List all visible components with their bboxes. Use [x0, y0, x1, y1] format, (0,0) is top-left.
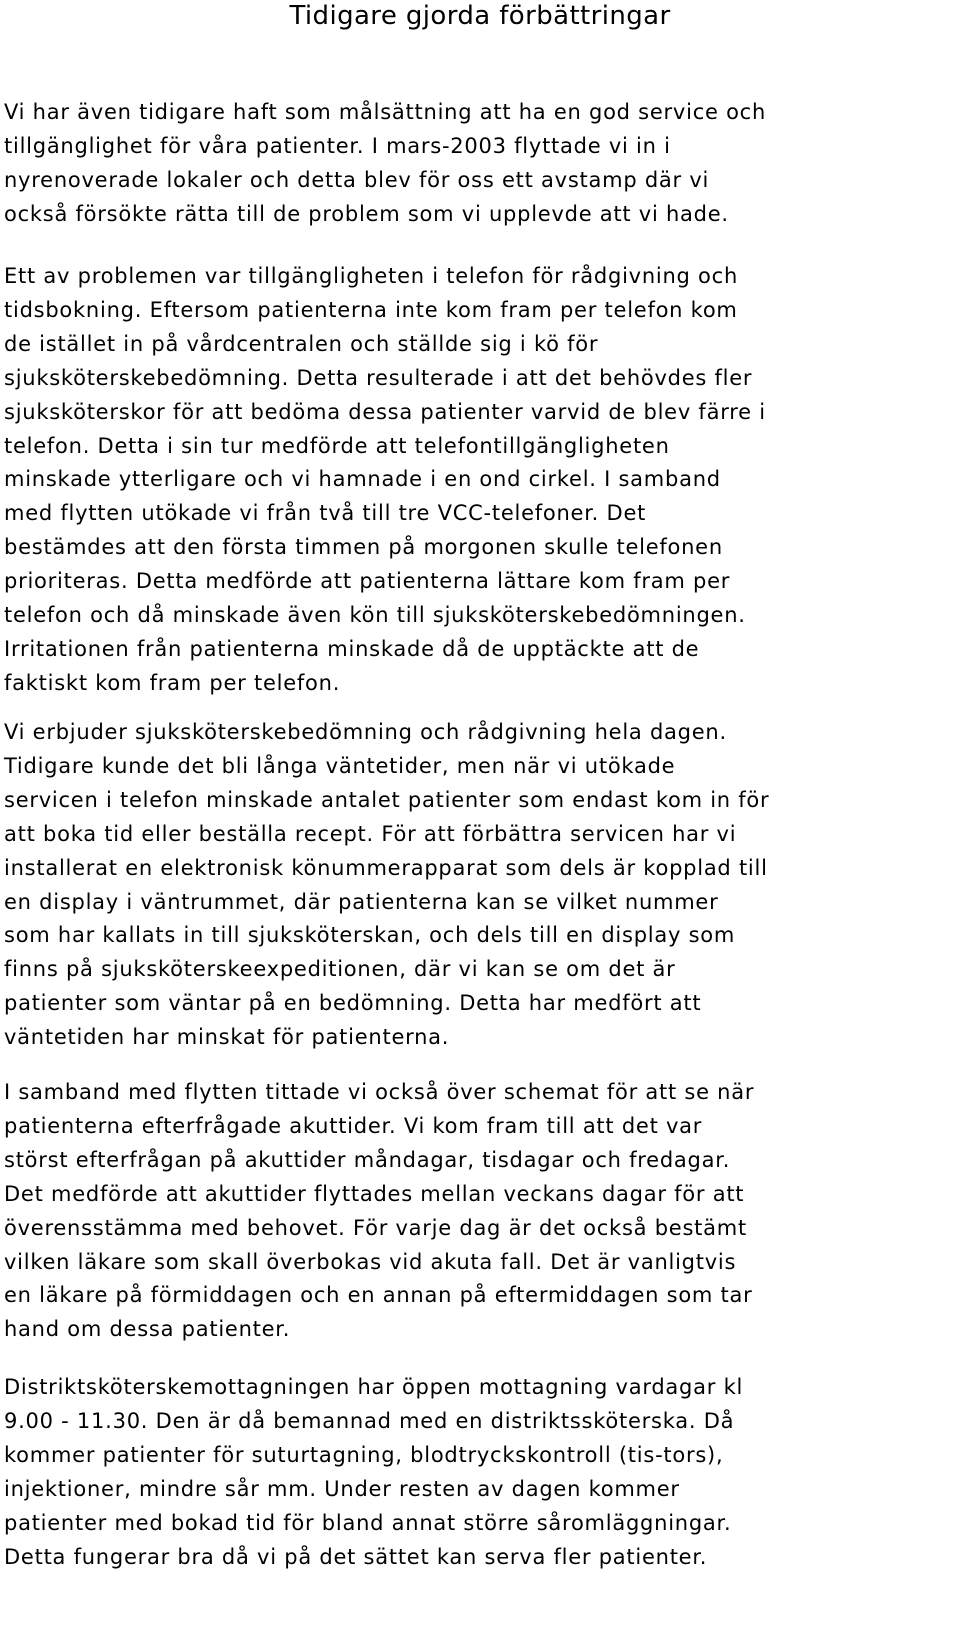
paragraph-service-goal — [4, 96, 960, 232]
text-line: telefon. Detta i sin tur medförde att telefontillgängligheten — [4, 433, 670, 458]
text-line: nyrenoverade lokaler och detta blev för oss ett avstamp där vi — [4, 167, 710, 192]
text-line: störst efterfrågan på akuttider måndagar, tisdagar och fredagar. — [4, 1147, 731, 1172]
text-line: finns på sjuksköterskeexpeditionen, där vi kan se om det är — [4, 957, 676, 982]
text-line: bestämdes att den första timmen på morgonen skulle telefonen — [4, 535, 723, 560]
text-line: patienter som väntar på en bedömning. Detta har medfört att — [4, 991, 702, 1016]
text-line: prioriteras. Detta medförde att patienterna lättare kom fram per — [4, 569, 731, 594]
text-line: kommer patienter för suturtagning, blodtryckskontroll (tis-tors), — [4, 1442, 724, 1467]
text-line: Vi erbjuder sjuksköterskebedömning och rådgivning hela dagen. — [4, 720, 727, 744]
text-line: sjuksköterskebedömning. Detta resulterade i att det behövdes fler — [4, 365, 753, 390]
text-line: de istället in på vårdcentralen och ställde sig i kö för — [4, 331, 599, 356]
text-line: servicen i telefon minskade antalet patienter som endast kom in för — [4, 787, 770, 812]
text-line: en display i väntrummet, där patienterna kan se vilket nummer — [4, 889, 719, 914]
text-line: att boka tid eller beställa recept. För att förbättra servicen har vi — [4, 821, 737, 846]
text-line: Tidigare kunde det bli långa väntetider, men när vi utökade — [4, 753, 676, 778]
text-line: minskade ytterligare och vi hamnade i en ond cirkel. I samband — [4, 467, 721, 492]
text-line: Vi har även tidigare haft som målsättning att ha en god service och — [4, 100, 767, 124]
text-line: Distriktsköterskemottagningen har öppen mottagning vardagar kl — [4, 1375, 744, 1399]
text-line: en läkare på förmiddagen och en annan på eftermiddagen som tar — [4, 1283, 753, 1308]
text-line: injektioner, mindre sår mm. Under resten av dagen kommer — [4, 1476, 680, 1501]
paragraph-urgent-appointments — [4, 1076, 960, 1347]
text-line: installerat en elektronisk könummerapparat som dels är kopplad till — [4, 855, 768, 880]
text-line: patienterna efterfrågade akuttider. Vi kom fram till att det var — [4, 1113, 703, 1138]
text-line: vilken läkare som skall överbokas vid akuta fall. Det är vanligtvis — [4, 1249, 737, 1274]
text-line: hand om dessa patienter. — [4, 1317, 291, 1342]
page-title: Tidigare gjorda förbättringar — [289, 1, 671, 31]
text-line: tillgänglighet för våra patienter. I mars-2003 flyttade vi in i — [4, 133, 671, 158]
text-line: sjuksköterskor för att bedöma dessa patienter varvid de blev färre i — [4, 399, 766, 424]
text-line: patienter med bokad tid för bland annat större såromläggningar. — [4, 1510, 732, 1535]
text-line: 9.00 - 11.30. Den är då bemannad med en distriktssköterska. Då — [4, 1408, 735, 1433]
text-line: Detta fungerar bra då vi på det sättet kan serva fler patienter. — [4, 1544, 708, 1569]
text-line: tidsbokning. Eftersom patienterna inte kom fram per telefon kom — [4, 297, 738, 322]
text-line: med flytten utökade vi från två till tre VCC-telefoner. Det — [4, 501, 647, 526]
text-line: Irritationen från patienterna minskade då de upptäckte att de — [4, 636, 700, 661]
text-line: Det medförde att akuttider flyttades mellan veckans dagar för att — [4, 1181, 745, 1206]
text-line: väntetiden har minskat för patienterna. — [4, 1025, 450, 1050]
text-line: faktiskt kom fram per telefon. — [4, 670, 341, 695]
text-line: överensstämma med behovet. För varje dag är det också bestämt — [4, 1215, 747, 1240]
paragraph-nurse-assessment — [4, 716, 960, 1055]
paragraph-telephone-access — [4, 260, 960, 701]
text-line: I samband med flytten tittade vi också över schemat för att se när — [4, 1080, 755, 1104]
text-line: Ett av problemen var tillgängligheten i telefon för rådgivning och — [4, 264, 739, 288]
text-line: också försökte rätta till de problem som vi upplevde att vi hade. — [4, 201, 729, 226]
text-line: telefon och då minskade även kön till sjuksköterskebedömningen. — [4, 603, 746, 628]
text-line: som har kallats in till sjuksköterskan, och dels till en display som — [4, 923, 736, 948]
paragraph-district-nurse-clinic — [4, 1371, 960, 1574]
